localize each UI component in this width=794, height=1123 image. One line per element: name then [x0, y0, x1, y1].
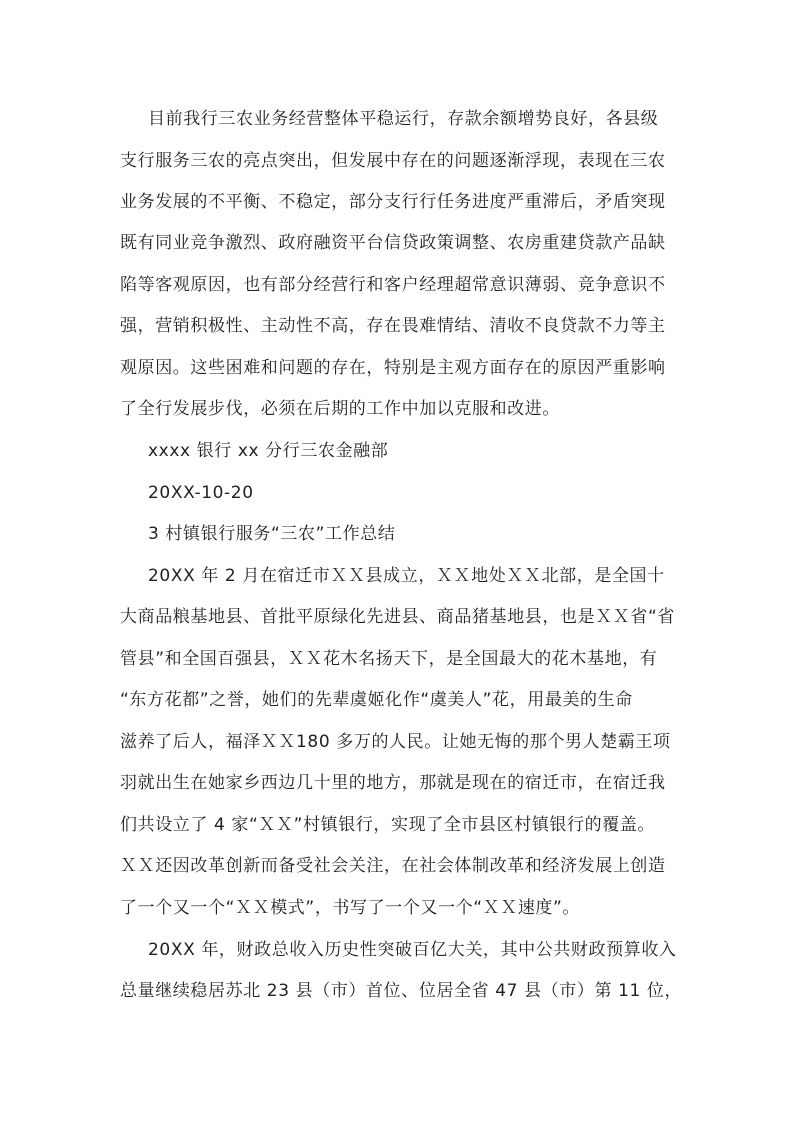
paragraph-line: 强，营销积极性、主动性不高，存在畏难情结、清收不良贷款不力等主 — [120, 316, 666, 336]
paragraph-line: 总量继续稳居苏北 23 县（市）首位、位居全省 47 县（市）第 11 位， — [120, 981, 683, 1001]
paragraph-line: 20XX 年 2 月在宿迁市ＸＸ县成立，ＸＸ地处ＸＸ北部，是全国十 — [148, 566, 665, 586]
paragraph-line: “东方花都”之誉，她们的先辈虞姬化作“虞美人”花，用最美的生命 — [120, 690, 633, 710]
paragraph-line: 支行服务三农的亮点突出，但发展中存在的问题逐渐浮现，表现在三农 — [120, 151, 666, 171]
paragraph-line: 大商品粮基地县、首批平原绿化先进县、商品猪基地县，也是ＸＸ省“省 — [120, 607, 676, 627]
paragraph-line: 业务发展的不平衡、不稳定，部分支行行任务进度严重滞后，矛盾突现 — [120, 192, 666, 212]
paragraph-line: 既有同业竞争激烈、政府融资平台信贷政策调整、农房重建贷款产品缺 — [120, 233, 666, 253]
paragraph-line: 管县”和全国百强县，ＸＸ花木名扬天下，是全国最大的花木基地，有 — [120, 649, 658, 669]
signature-org: xxxx 银行 xx 分行三农金融部 — [148, 441, 389, 461]
paragraph-line: 20XX 年，财政总收入历史性突破百亿大关，其中公共财政预算收入 — [148, 940, 677, 960]
paragraph-line: 目前我行三农业务经营整体平稳运行，存款余额增势良好，各县级 — [148, 109, 659, 129]
section-title: 3 村镇银行服务“三农”工作总结 — [148, 524, 396, 544]
signature-date: 20XX-10-20 — [148, 483, 254, 503]
paragraph-line: 了全行发展步伐，必须在后期的工作中加以克服和改进。 — [120, 399, 560, 419]
paragraph-line: 观原因。这些困难和问题的存在，特别是主观方面存在的原因严重影响 — [120, 358, 666, 378]
paragraph-line: 羽就出生在她家乡西边几十里的地方，那就是现在的宿迁市，在宿迁我 — [120, 773, 666, 793]
paragraph-line: 陷等客观原因，也有部分经营行和客户经理超常意识薄弱、竞争意识不 — [120, 275, 666, 295]
paragraph-line: ＸＸ还因改革创新而备受社会关注，在社会体制改革和经济发展上创造 — [120, 856, 666, 876]
paragraph-line: 滋养了后人，福泽ＸＸ180 多万的人民。让她无悔的那个男人楚霸王项 — [120, 732, 671, 752]
paragraph-line: 了一个又一个“ＸＸ模式”，书写了一个又一个“ＸＸ速度”。 — [120, 898, 581, 918]
paragraph-line: 们共设立了 4 家“ＸＸ”村镇银行，实现了全市县区村镇银行的覆盖。 — [120, 815, 656, 835]
